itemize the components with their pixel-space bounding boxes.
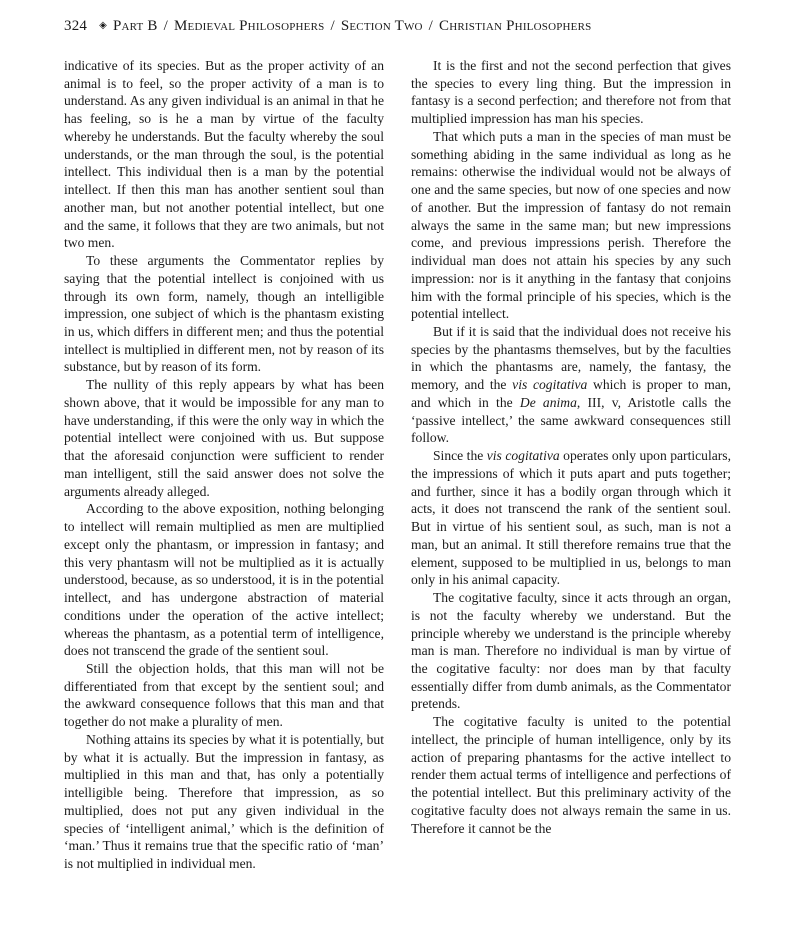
italic-term: vis cogitativa — [512, 377, 588, 393]
right-column — [411, 57, 731, 837]
header-separator: / — [163, 18, 169, 34]
paragraph — [411, 323, 731, 447]
paragraph: The cogitative faculty, since it acts through an organ, is not the faculty whereby we understand. But the principle whereby we understand is the principle whereby man is man. Therefore no individual is man by virtue of the cogitative faculty: nor does man by that faculty essentially differ from dumb animals, as the Commentator pretends. — [411, 590, 731, 712]
paragraph — [411, 447, 731, 589]
header-part: Part B — [113, 18, 158, 34]
paragraph: The nullity of this reply appears by what has been shown above, that it would be impossible for any man to have understanding, if this were the only way in which the potential intellect were conjoined with us. But suppose that the aforesaid conjunction were sufficient to render man intelligent, still the said answer does not solve the arguments already alleged. — [64, 377, 384, 499]
text-run: Since the — [433, 448, 487, 464]
header-section-1: Medieval Philosophers — [174, 18, 325, 34]
italic-term: vis cogitativa — [486, 448, 560, 464]
header-separator: / — [330, 18, 335, 34]
text-run: But if it is said that the individual does not receive his species by the phantasms themselves, but by the faculties in which the phantasms are, namely, the fantasy, the memory, and the — [411, 324, 731, 393]
italic-title: De anima — [519, 394, 577, 410]
page-number: 324 — [64, 18, 88, 34]
paragraph: The cogitative faculty is united to the potential intellect, the principle of human intelligence, only by its action of preparing phantasms for the active intellect to render them actual terms of intelligence and perfections of the potential intellect. But this preliminary activity of the cogitative faculty does not always remain the same in us. Therefore it cannot be the — [411, 714, 731, 836]
header-section-2: Section Two — [340, 18, 423, 34]
ornament-icon: ◈ — [99, 20, 107, 31]
paragraph: According to the above exposition, nothing belonging to intellect will remain multiplied as men are multiplied except only the phantasm, or impression in fantasy; and this very phantasm will not be multiplied as it is actually understood, because, as so understood, it is in the potential intellect, and has undergone abstraction of material conditions under the operation of the active intellect; whereas the phantasm, as a potential term of intelligence, does not transcend the grade of the sentient soul. — [64, 501, 384, 659]
paragraph: To these arguments the Commentator replies by saying that the potential intellect is conjoined with us through its own form, namely, though an intelligible impression, one subject of which is the phantasm existing in us, which differs in different men; and thus the potential intellect is multiplied in different men, not by reason of its substance, but by reason of its form. — [64, 253, 384, 375]
text-run: which is proper to man, and which in the — [411, 377, 731, 410]
paragraph: Still the objection holds, that this man will not be differentiated from that except by the sentient soul; and the awkward consequence follows that this man and that together do not make a plurality of men. — [64, 660, 384, 730]
text-run: operates only upon particulars, the impressions of which it puts apart and puts together; and further, since it has a bodily organ through which it acts, it does not transcend the rank of the sentient soul. But in virtue of his sentient soul, as such, man is not a man, but an animal. It still therefore remains true that the element, supposed to be multiplied in us, belongs to man only in his animal capacity. — [411, 448, 731, 588]
header-separator: / — [428, 18, 434, 34]
header-section-3: Christian Philosophers — [439, 18, 592, 34]
text-run: , III, v, Aristotle calls the ‘passive intellect,’ the same awkward consequences still follow. — [411, 394, 731, 446]
left-column — [64, 57, 384, 873]
paragraph: That which puts a man in the species of man must be something abiding in the same individual as long as he remains: otherwise the individual would not be always of one and the same species, but now of one species and now of another. But the impression of fantasy do not remain always the same in the same man; but new impressions come, and previous impressions perish. Therefore the individual man does not attain his species by any such impression: nor is it anything in the fantasy that conjoins him with the formal principle of his species, which is the potential intellect. — [411, 128, 731, 322]
paragraph: Nothing attains its species by what it is potentially, but by what it is actually. But the impression in fantasy, as multiplied in this man and that, has only a potentially intelligible being. Therefore that impression, as so multiplied, does not put any given individual in the species of ‘intelligent animal,’ which is the definition of ‘man.’ Thus it remains true that the specific ratio of ‘man’ is not multiplied in individual men. — [64, 731, 384, 872]
paragraph: indicative of its species. But as the proper activity of an animal is to feel, so the proper activity of a man is to understand. As any given individual is an animal in that he has feeling, so is he a man by virtue of the faculty whereby he understands. But the faculty whereby the soul understands, or the man through the soul, is the potential intellect. This individual then is a man by the potential intellect. If then this man has another sentient soul than another man, but not another potential intellect, but one and the same, it follows that they are two animals, but not two men. — [64, 58, 384, 251]
running-header — [64, 18, 744, 35]
paragraph: It is the first and not the second perfection that gives the species to every ling thing. But the impression in fantasy is a second perfection; and therefore not from that multiplied impression has man his species. — [411, 58, 731, 127]
